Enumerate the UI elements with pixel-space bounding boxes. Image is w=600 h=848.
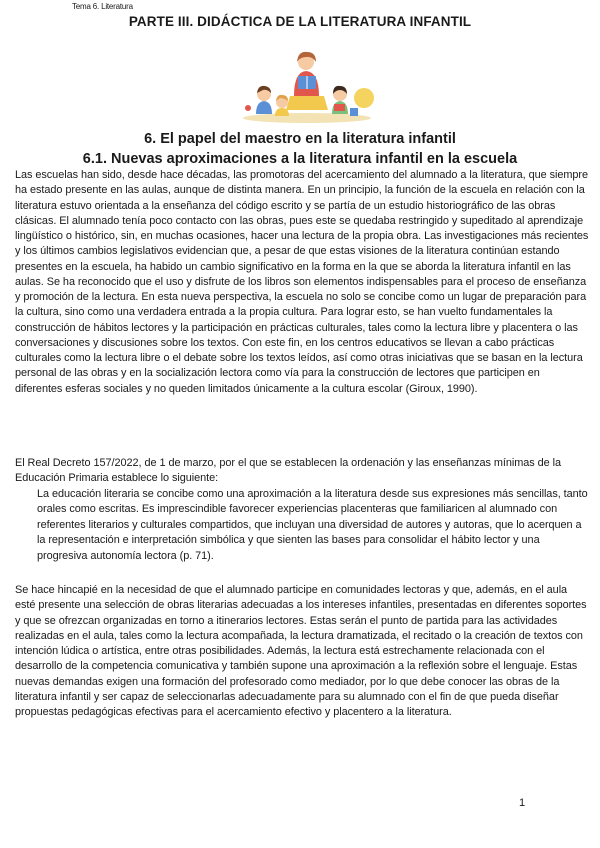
- body-paragraph-2: El Real Decreto 157/2022, de 1 de marzo, por el que se establecen la ordenación y las enseñanzas mínimas de la Educación Primaria establece lo siguiente:: [15, 457, 562, 485]
- child-book-icon: [334, 104, 345, 111]
- deco-block: [350, 108, 358, 116]
- body-paragraph-3: Se hace hincapié en la necesidad de que el alumnado participe en comunidades lectoras y que, además, en el aula esté presente una selección de obras literarias adecuadas a los intereses infantiles, presentadas en diferentes soportes y que se ofrezcan organizadas en torno a itinerarios lectores. Estas serán el punto de partida para las actividades realizadas en el aula, tales como la lectura acompañada, la lectura dramatizada, el recitado o la creación de textos con intención lúdica o artística, entre otras posibilidades. Además, la lectura está estrechamente relacionada con el desarrollo de la competencia comunicativa y también supone una aproximación a la reflexión sobre el lenguaje. Estas nuevas demandas exigen una formación del profesorado como mediador, por lo que debe conocer las obras de la literatura infantil y ser capaz de seleccionarlas adecuadamente para su alumnado con el fin de que pueda diseñar propuestas pedagógicas efectivas para el acercamiento efectivo y placentero a la literatura.: [15, 584, 587, 718]
- deco-dot: [245, 105, 251, 111]
- header-tag: Tema 6. Literatura: [72, 2, 133, 11]
- page-number: 1: [519, 797, 526, 809]
- teacher-skirt: [286, 96, 328, 110]
- teacher-reading-illustration: [236, 48, 378, 124]
- part-title: PARTE III. DIDÁCTICA DE LA LITERATURA INFANTIL: [128, 14, 472, 29]
- sun-icon: [354, 88, 374, 108]
- child-left-body: [256, 101, 272, 114]
- block-quote: La educación literaria se concibe como una aproximación a la literatura desde sus expresiones más sencillas, tanto orales como escritas. Es imprescindible favorecer experiencias placenteras que familiaricen al alumnado con referentes literarios y culturales compartidos, que incluyan una diversidad de autores y autoras, que lo acerquen a la representación e interpretación simbólica y que sienten las bases para consolidar el hábito lector y una progresiva autonomía lectora (p. 71).: [37, 488, 588, 562]
- body-paragraph-1: Las escuelas han sido, desde hace décadas, las promotoras del acercamiento del alumnado a la literatura, que siempre ha estado presente en las aulas, aunque de distinta manera. En un principio, la función de la escuela en relación con la literatura estuvo orientada a la enseñanza del código escrito y se partía de un estudio historiográfico de las obras clásicas. El alumnado tenía poco contacto con las obras, pues este se quedaba restringido y supeditado al aprendizaje lingüístico o histórico, sin, en muchas ocasiones, hacer una lectura de la propia obra. Las investigaciones más recientes y los últimos cambios legislativos evidencian que, a pesar de que estas visiones de la literatura continúan estando presentes en la escuela, ha habido un cambio significativo en la forma en la que se aborda la literatura infantil en las aulas. Se ha reconocido que el uso y disfrute de los libros son elementos indispensables para el proceso de enseñanza y promoción de la lectura. En esta nueva perspectiva, la escuela no solo se concibe como un lugar de preparación para la cultura, sino como una verdadera entrada a la propia cultura. Para lograr esto, se han vuelto fundamentales la construcción de hábitos lectores y la participación en prácticas culturales, tales como la lectura libre y placentera o las conversaciones y discusiones sobre los textos. Con este fin, en los centros educativos se llevan a cabo prácticas culturales como la lectura libre o el debate sobre los textos leídos, así como otras iniciativas que se basan en la lectura personal de las obras y en la socialización lectora como vía para la construcción de lectores que participen en diferentes esferas sociales y no queden limitados únicamente a la cultura escolar (Giroux, 1990).: [15, 169, 589, 395]
- section-title: 6.1. Nuevas aproximaciones a la literatura infantil en la escuela: [82, 151, 518, 167]
- chapter-title: 6. El papel del maestro en la literatura infantil: [144, 131, 456, 147]
